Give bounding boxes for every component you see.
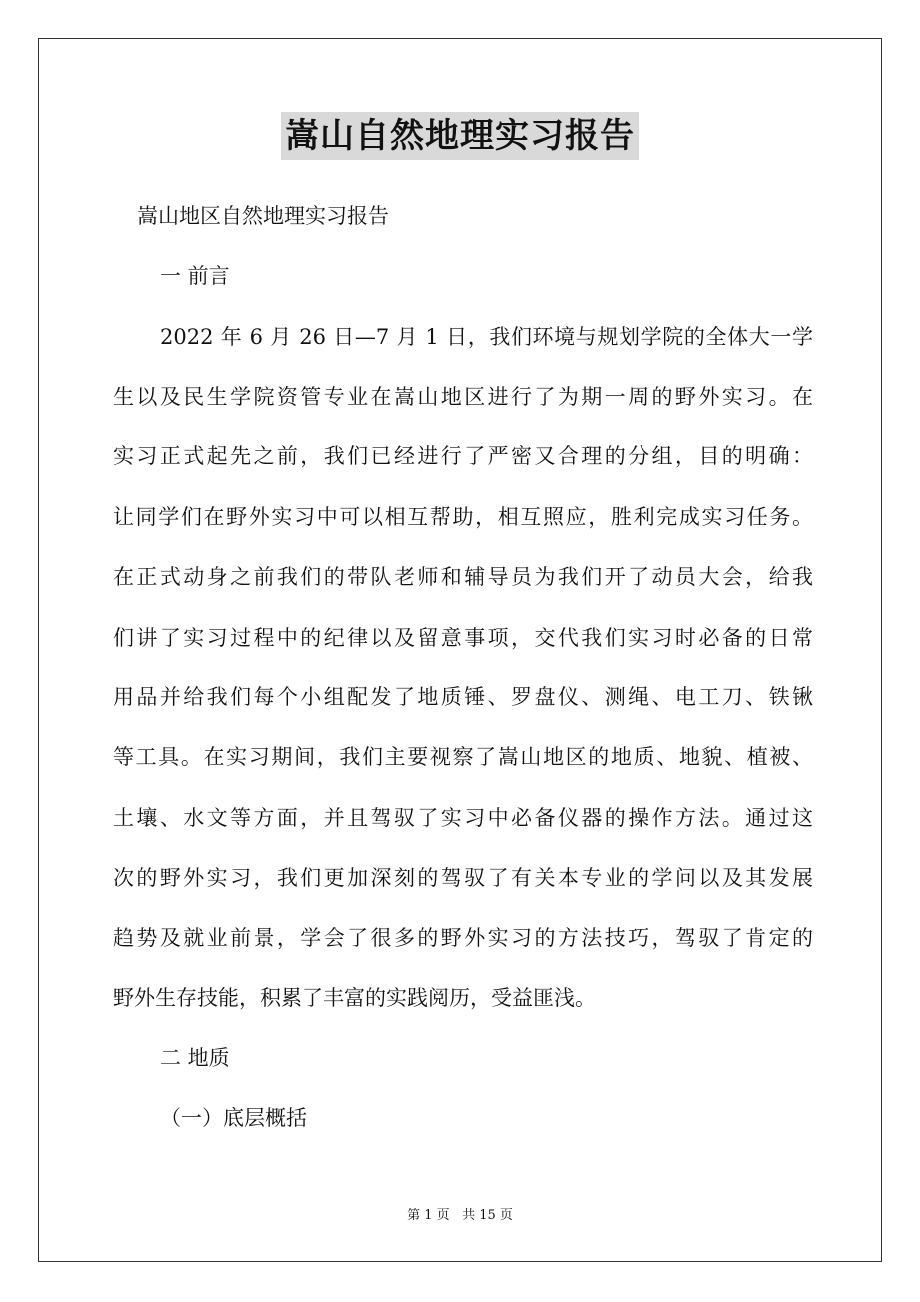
paragraph-line: 在正式动身之前我们的带队老师和辅导员为我们开了动员大会，给我 [113,565,813,589]
paragraph-line: 趋势及就业前景，学会了很多的野外实习的方法技巧，驾驭了肯定的 [113,926,813,950]
paragraph-line: 次的野外实习，我们更加深刻的驾驭了有关本专业的学问以及其发展 [113,866,813,890]
page-number: 第 1 页 [407,1208,450,1223]
document-subtitle: 嵩山地区自然地理实习报告 [137,204,389,228]
paragraph-line: 等工具。在实习期间，我们主要视察了嵩山地区的地质、地貌、植被、 [113,745,813,769]
page-footer [0,1206,920,1226]
section-heading-geology: 二 地质 [160,1046,230,1070]
paragraph-line: 生以及民生学院资管专业在嵩山地区进行了为期一周的野外实习。在 [113,385,813,409]
paragraph-line: 野外生存技能，积累了丰富的实践阅历，受益匪浅。 [113,986,596,1010]
paragraph-line: 用品并给我们每个小组配发了地质锤、罗盘仪、测绳、电工刀、铁锹 [113,685,813,709]
paragraph-line: 让同学们在野外实习中可以相互帮助，相互照应，胜利完成实习任务。 [113,505,813,529]
paragraph-line: 土壤、水文等方面，并且驾驭了实习中必备仪器的操作方法。通过这 [113,806,813,830]
paragraph-line: 2022 年 6 月 26 日—7 月 1 日，我们环境与规划学院的全体大一学 [160,325,813,349]
paragraph-line: 实习正式起先之前，我们已经进行了严密又合理的分组，目的明确： [113,444,813,468]
section-heading-preface: 一 前言 [160,264,230,288]
page-total: 共 15 页 [462,1208,513,1223]
document-title: 嵩山自然地理实习报告 [281,112,639,160]
title-wrap [0,112,920,160]
subsection-heading-strata: （一）底层概括 [160,1106,307,1130]
paragraph-line: 们讲了实习过程中的纪律以及留意事项，交代我们实习时必备的日常 [113,626,813,650]
